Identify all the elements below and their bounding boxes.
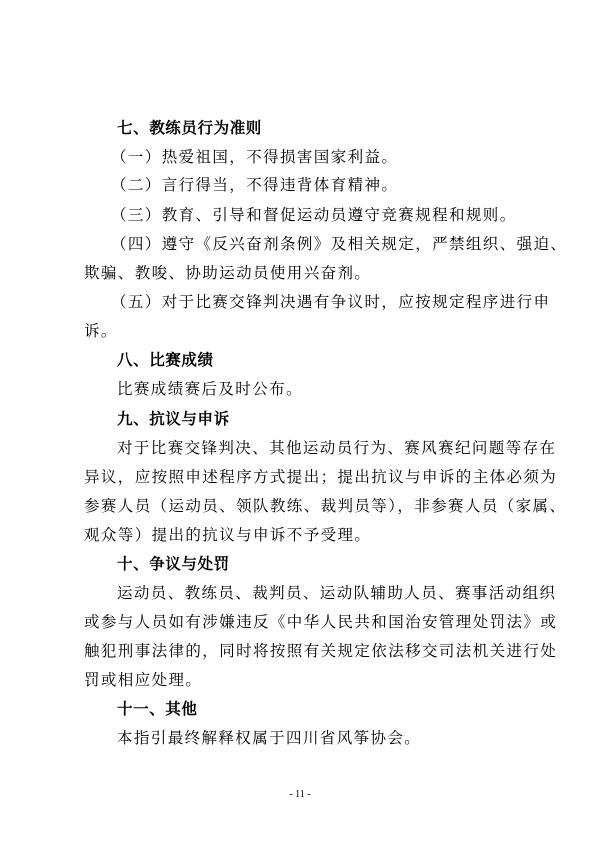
body-line: 欺骗、教唆、协助运动员使用兴奋剂。 [84, 264, 372, 282]
body-line: 参赛人员（运动员、领队教练、裁判员等），非参赛人员（家属、 [84, 497, 567, 515]
body-line: 触犯刑事法律的，同时将按照有关规定依法移交司法机关进行处 [84, 642, 558, 660]
body-line: 运动员、教练员、裁判员、运动队辅助人员、赛事活动组织 [117, 584, 557, 602]
section-heading: 七、教练员行为准则 [117, 119, 262, 137]
body-line: 异议，应按照申述程序方式提出；提出抗议与申诉的主体必须为 [84, 468, 558, 486]
body-line: 本指引最终解释权属于四川省风筝协会。 [117, 729, 422, 747]
body-line: 对于比赛交锋判决、其他运动员行为、赛风赛纪问题等存在 [117, 439, 557, 457]
body-line: （五）对于比赛交锋判决遇有争议时，应按规定程序进行申 [111, 293, 551, 311]
section-heading: 九、抗议与申诉 [117, 410, 230, 428]
body-line: （三）教育、引导和督促运动员遵守竞赛规程和规则。 [111, 206, 517, 224]
section-heading: 八、比赛成绩 [117, 351, 214, 369]
body-line: 或参与人员如有涉嫌违反《中华人民共和国治安管理处罚法》或 [84, 613, 558, 631]
page-number: - 11 - [289, 789, 311, 800]
section-heading: 十一、其他 [117, 700, 198, 718]
body-line: （二）言行得当，不得违背体育精神。 [111, 176, 399, 194]
section-heading: 十、争议与处罚 [117, 555, 230, 573]
body-line: （一）热爱祖国，不得损害国家利益。 [111, 148, 399, 166]
body-line: （四）遵守《反兴奋剂条例》及相关规定，严禁组织、强迫、 [111, 235, 568, 253]
body-line: 比赛成绩赛后及时公布。 [117, 380, 303, 398]
body-line: 罚或相应处理。 [84, 671, 203, 689]
body-line: 观众等）提出的抗议与申诉不予受理。 [84, 526, 372, 544]
body-line: 诉。 [84, 322, 118, 340]
